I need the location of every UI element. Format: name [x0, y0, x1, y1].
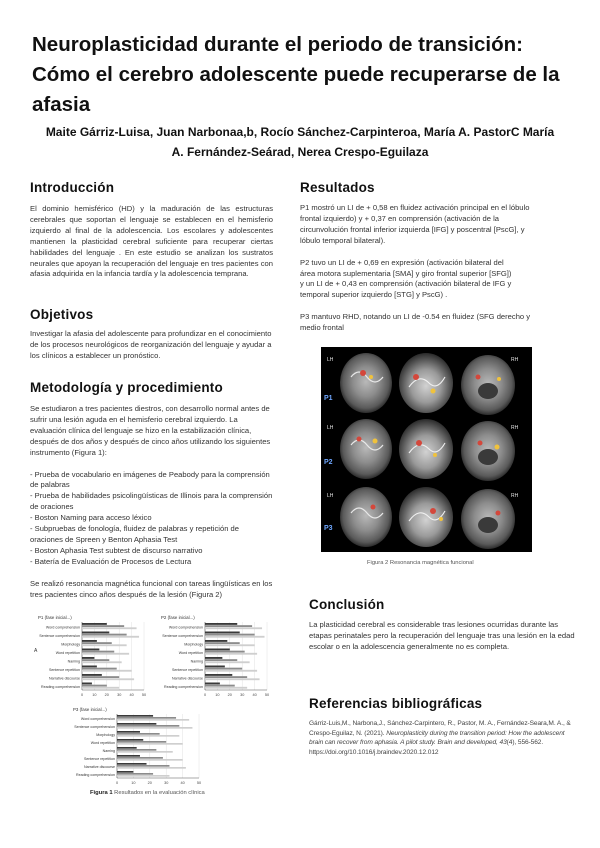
- bar: [82, 670, 132, 672]
- bar: [117, 763, 147, 765]
- bar: [82, 625, 124, 627]
- category-label: Sentence repetition: [84, 757, 115, 761]
- bar: [205, 685, 235, 687]
- mri-row-label-p1: P1: [324, 395, 333, 402]
- chart-p2-svg: [153, 612, 271, 700]
- bar: [82, 636, 139, 638]
- figure1-caption-text: Resultados en la evaluación clínica: [112, 790, 205, 796]
- bar: [82, 674, 102, 676]
- results-p1-line: frontal izquierdo) y + 0,37 en comprensión (activación de la: [300, 213, 500, 223]
- bar: [82, 668, 117, 670]
- mri-row-label-p2: P2: [324, 459, 333, 466]
- tick-label: 40: [180, 781, 185, 785]
- tick-label: 30: [117, 693, 122, 697]
- category-label: Narrative discourse: [84, 765, 115, 769]
- bar: [117, 715, 153, 717]
- chart-header: P1 (fase inicial...): [38, 615, 72, 620]
- category-label: Morphology: [96, 733, 115, 737]
- reference-pages-doi: (4), 556-562. https://doi.org/10.1016/j.braindev.2020.12.012: [309, 739, 544, 756]
- tick-label: 30: [164, 781, 169, 785]
- tick-label: 20: [104, 693, 109, 697]
- bar: [205, 651, 245, 653]
- tick-label: 0: [115, 781, 119, 785]
- reference-authors: Gárriz-Luis,M., Narbona,J., Sánchez-Carpintero, R., Pastor, M. A., Fernández-Seara,M. A., & Crespo-Eguilaz, N. (2021).: [309, 720, 571, 737]
- category-label: Word comprehension: [45, 625, 80, 630]
- category-label: Word repetition: [90, 741, 115, 745]
- bar: [205, 644, 255, 646]
- reference-entry: [309, 719, 575, 757]
- bar: [82, 644, 127, 646]
- bar: [82, 634, 127, 636]
- bar: [117, 757, 163, 759]
- bar: [82, 687, 119, 689]
- conclusion-text: La plasticidad cerebral es considerable tras lesiones ocurridas durante las etapas perinatales pero la recuperación del lenguaje tras una lesión en la edad escolar o en la adolescencia generalmente no es completa.: [309, 620, 575, 651]
- results-p2-line: P2 tuvo un LI de + 0,69 en expresión (activación bilateral del: [300, 257, 504, 267]
- chart-p1-svg: [30, 612, 148, 700]
- methods-heading: Metodología y procedimiento: [30, 380, 223, 395]
- bar: [205, 632, 240, 634]
- mri-figure: [321, 347, 532, 552]
- bar: [205, 670, 257, 672]
- category-label: Morphology: [61, 642, 80, 647]
- bar: [82, 623, 107, 625]
- tick-label: 40: [252, 693, 257, 697]
- bar: [205, 659, 237, 661]
- tick-label: 20: [147, 781, 152, 785]
- chart-p3-svg: [65, 704, 203, 788]
- category-label: Reading comprehension: [164, 684, 203, 689]
- objectives-heading: Objetivos: [30, 307, 94, 322]
- category-label: Morphology: [184, 642, 203, 647]
- figure1-caption: [90, 790, 205, 796]
- tick-label: 0: [80, 693, 84, 697]
- category-label: Naming: [67, 659, 80, 664]
- mri-slices: [321, 347, 532, 552]
- authors: [28, 122, 572, 162]
- mri-row-p2: [340, 419, 515, 481]
- bar: [205, 636, 265, 638]
- category-label: Word repetition: [55, 650, 80, 655]
- category-label: Narrative discourse: [172, 676, 203, 681]
- results-p1-line: lóbulo temporal bilateral).: [300, 235, 386, 245]
- bar: [117, 767, 186, 769]
- instrument-item: - Batería de Evaluación de Procesos de Lectura: [30, 556, 192, 566]
- bar: [82, 632, 109, 634]
- bar: [205, 642, 240, 644]
- bar: [117, 719, 189, 721]
- methods-intro: Se estudiaron a tres pacientes diestros, con desarrollo normal antes de sufrir una lesión aguda en el hemisferio cerebral izquierdo. La evaluación clínica del lenguaje se hizo en la estabilización clínica, después de dos años y después de cinco años utilizando los siguientes instrumento (Figura 1):: [30, 404, 271, 457]
- objectives-text: Investigar la afasia del adolescente para profundizar en el conocimiento de los procesos neurológicos de reorganización del lenguaje y ayudar a los clínicos a establecer un pronóstico.: [30, 329, 272, 360]
- figure1-chart-p2: [153, 612, 271, 700]
- results-body: [300, 203, 568, 334]
- bar: [117, 771, 133, 773]
- bar: [205, 634, 255, 636]
- panel-marker: A: [34, 647, 38, 654]
- mri-row-label-p3: P3: [324, 525, 333, 532]
- bar: [117, 765, 169, 767]
- mri-row-p1: [340, 353, 515, 415]
- bar: [117, 747, 137, 749]
- bar: [117, 775, 169, 777]
- bar: [117, 731, 140, 733]
- bar: [117, 739, 143, 741]
- instrument-item: - Prueba de habilidades psicolingüísticas de Illinois para la comprensión de oraciones: [30, 491, 273, 512]
- bar: [117, 741, 166, 743]
- bar: [205, 649, 230, 651]
- bar: [117, 733, 160, 735]
- bar: [82, 685, 107, 687]
- bar: [117, 759, 183, 761]
- bar: [205, 623, 237, 625]
- bar: [82, 627, 137, 629]
- tick-label: 30: [240, 693, 245, 697]
- bar: [205, 625, 252, 627]
- bar: [205, 657, 222, 659]
- introduction-text: El dominio hemisférico (HD) y la maduración de las estructuras cerebrales que soportan el lenguaje se establecen en el hemisferio izquierdo al final de la adolescencia. Los escolares y adolescentes mantienen la plasticidad cerebral suficiente para recuperar ciertas habilidades del lenguaje . En este estudio se analizan los sustratos neurales que apoyan la recuperación del lenguaje en tres pacientes con afasia adquirida en la infancia tardía y la adolescencia temprana.: [30, 204, 273, 279]
- bar: [117, 749, 156, 751]
- bar: [117, 717, 176, 719]
- bar: [82, 666, 97, 668]
- bar: [82, 651, 114, 653]
- category-label: Reading comprehension: [41, 684, 80, 689]
- category-label: Naming: [190, 659, 203, 664]
- bar: [82, 678, 134, 680]
- figure1-chart-p1: [30, 612, 148, 700]
- instrument-item: - Prueba de vocabulario en imágenes de Peabody para la comprensión de palabras: [30, 469, 270, 490]
- mri-right-tag: RH: [511, 493, 519, 499]
- instrument-item: - Boston Aphasia Test subtest de discurso narrativo: [30, 545, 203, 555]
- bar: [82, 659, 109, 661]
- figure1-caption-label: Figura 1: [90, 790, 113, 796]
- bar: [205, 661, 250, 663]
- category-label: Sentence repetition: [49, 667, 80, 672]
- introduction-heading: Introducción: [30, 180, 115, 195]
- bar: [82, 657, 94, 659]
- results-p2-line: área motora suplementaria [SMA] y giro frontal superior [SFG]): [300, 268, 512, 278]
- bar: [117, 751, 173, 753]
- tick-label: 10: [215, 693, 220, 697]
- tick-label: 10: [92, 693, 97, 697]
- methods-closing: Se realizó resonancia magnética funcional con tareas lingüísticas en los tres pacientes cinco años después de la lesión (Figura 2): [30, 578, 273, 599]
- bar: [117, 725, 179, 727]
- mri-left-tag: LH: [327, 493, 334, 499]
- bar: [117, 773, 153, 775]
- category-label: Reading comprehension: [76, 773, 115, 777]
- category-label: Word repetition: [178, 650, 203, 655]
- instrument-item: - Boston Naming para acceso léxico: [30, 513, 152, 523]
- category-label: Sentence repetition: [172, 667, 203, 672]
- bar: [117, 755, 140, 757]
- category-label: Word comprehension: [80, 717, 115, 721]
- authors-line-1: Maite Gárriz-Luisa, Juan Narbonaa,b, Rocío Sánchez-Carpinteroa, María A. PastorC María: [45, 125, 555, 139]
- bar: [205, 640, 227, 642]
- methods-body: [30, 404, 273, 601]
- chart-header: P3 (fase inicial...): [73, 707, 107, 712]
- poster-title: [32, 30, 572, 120]
- bar: [82, 653, 129, 655]
- results-p1-line: P1 mostró un LI de + 0,58 en fluidez activación principal en el lóbulo: [300, 203, 530, 212]
- category-label: Narrative discourse: [49, 676, 80, 681]
- bar: [205, 683, 220, 685]
- figure2-caption: Figura 2 Resonancia magnética funcional: [367, 560, 474, 566]
- bar: [117, 735, 179, 737]
- tick-label: 10: [131, 781, 136, 785]
- bar: [82, 661, 122, 663]
- bar: [205, 674, 232, 676]
- bar: [205, 653, 257, 655]
- bar: [205, 687, 247, 689]
- chart-header: P2 (fase inicial...): [161, 615, 195, 620]
- tick-label: 50: [264, 693, 270, 697]
- tick-label: 50: [196, 781, 202, 785]
- bar: [205, 678, 260, 680]
- tick-label: 50: [141, 693, 147, 697]
- results-p2-line: temporal superior izquierdo [STG] y PscG) .: [300, 290, 448, 300]
- mri-right-tag: RH: [511, 357, 519, 363]
- references-heading: Referencias bibliográficas: [309, 696, 483, 711]
- bar: [117, 743, 183, 745]
- reference-title: Neuroplasticity during the transition period: How the adolescent brain can recover from aphasia. A pilot study. Brain and developed, 43: [309, 729, 565, 747]
- mri-row-p3: [340, 487, 515, 549]
- bar: [82, 683, 92, 685]
- mri-right-tag: RH: [511, 425, 519, 431]
- bar: [117, 727, 192, 729]
- bar: [205, 676, 247, 678]
- instrument-item: - Subpruebas de fonología, fluidez de palabras y repetición de oraciones de Spreen y Benton Aphasia Test: [30, 524, 239, 544]
- results-p3-line: medio frontal: [300, 323, 344, 333]
- poster-title-line-3: afasia: [32, 93, 91, 116]
- category-label: Naming: [102, 749, 115, 753]
- results-p2-line: y un LI de + 0,43 en comprensión (activación bilateral de IFG y: [300, 279, 512, 289]
- bar: [82, 676, 119, 678]
- tick-label: 20: [227, 693, 232, 697]
- results-p3-line: P3 mantuvo RHD, notando un LI de -0.54 en fluidez (SFG derecho y: [300, 312, 531, 322]
- bar: [82, 649, 99, 651]
- mri-left-tag: LH: [327, 357, 334, 363]
- authors-line-2: A. Fernández-Seárad, Nerea Crespo-Eguilaza: [171, 145, 429, 159]
- poster-title-line-1: Neuroplasticidad durante el periodo de transición:: [32, 33, 523, 56]
- tick-label: 0: [203, 693, 207, 697]
- bar: [82, 642, 112, 644]
- poster-title-line-2: Cómo el cerebro adolescente puede recuperarse de la: [32, 63, 560, 86]
- bar: [205, 627, 262, 629]
- category-label: Sentence comprehension: [74, 725, 115, 729]
- results-p1-line: circunvolución frontal inferior izquierda [IFG] y poscentral [PscG], y: [300, 224, 525, 234]
- figure1-chart-p3: [65, 704, 203, 788]
- category-label: Word comprehension: [168, 625, 203, 630]
- results-heading: Resultados: [300, 180, 375, 195]
- bar: [205, 666, 225, 668]
- tick-label: 40: [129, 693, 134, 697]
- bar: [205, 668, 242, 670]
- bar: [117, 723, 156, 725]
- category-label: Sentence comprehension: [39, 633, 80, 638]
- conclusion-heading: Conclusión: [309, 597, 385, 612]
- mri-left-tag: LH: [327, 425, 334, 431]
- category-label: Sentence comprehension: [162, 633, 203, 638]
- bar: [82, 640, 97, 642]
